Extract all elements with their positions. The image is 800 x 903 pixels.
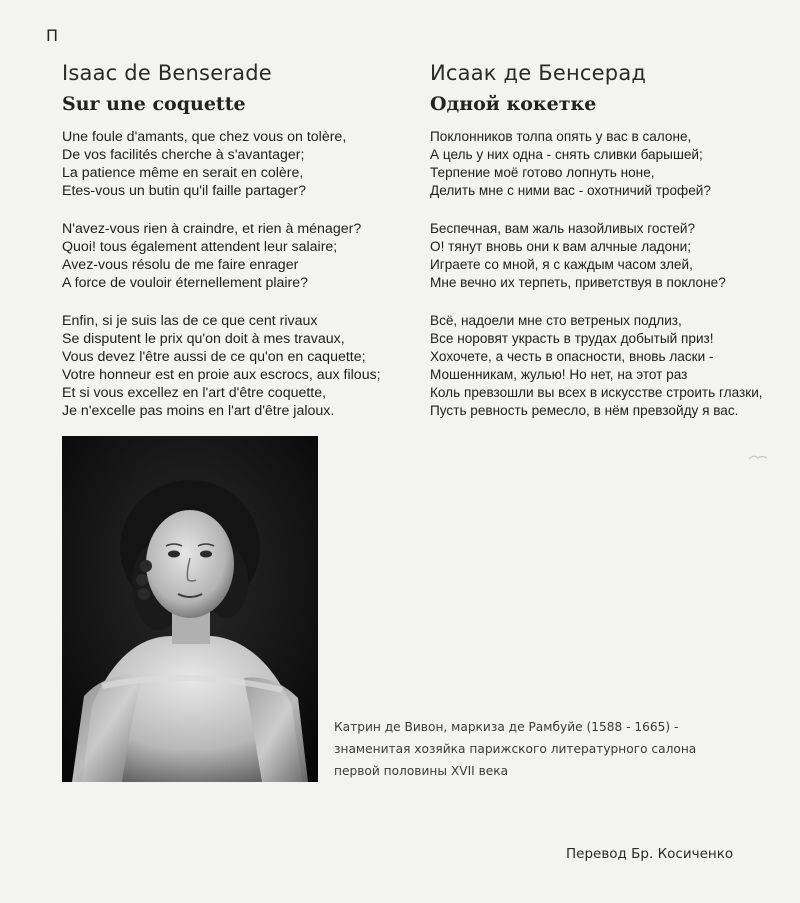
poem-line: О! тянут вновь они к вам алчные ладони;: [430, 239, 692, 254]
poem-line: А цель у них одна - снять сливки барышей;: [430, 147, 703, 162]
poem-line: Пусть ревность ремесло, в нём превзойду я вас.: [430, 403, 739, 418]
translated-poem: [430, 56, 790, 440]
portrait-caption: [334, 716, 754, 782]
poem-line: Avez-vous résolu de me faire enrager: [62, 257, 299, 273]
poem-line: Enfin, si je suis las de ce que cent rivaux: [62, 313, 318, 329]
poem-line: Коль превзошли вы всех в искусстве строить глазки,: [430, 385, 763, 400]
poem-line: La patience même en serait en colère,: [62, 165, 304, 181]
original-title: Sur une coquette: [62, 93, 246, 115]
poem-line: Une foule d'amants, que chez vous on tolère,: [62, 129, 347, 145]
translation-stanza-1: [430, 128, 790, 200]
poem-line: Et si vous excellez en l'art d'être coquette,: [62, 385, 327, 401]
poem-line: Всё, надоели мне сто ветреных подлиз,: [430, 313, 682, 328]
poem-line: A force de vouloir éternellement plaire?: [62, 275, 309, 291]
poem-line: Играете со мной, я с каждым часом злей,: [430, 257, 693, 272]
original-author: Isaac de Benserade: [62, 61, 272, 85]
poem-line: Мошенникам, жулью! Но нет, на этот раз: [430, 367, 688, 382]
poem-line: Терпение моё готово лопнуть ноне,: [430, 165, 655, 180]
translation-title: Одной кокетке: [430, 93, 597, 115]
translation-author: Исаак де Бенсерад: [430, 61, 647, 85]
caption-line-3: первой половины XVII века: [334, 764, 509, 778]
translation-stanza-2: [430, 220, 790, 292]
poem-line: Делить мне с ними вас - охотничий трофей?: [430, 183, 711, 198]
poem-line: Хохочете, а честь в опасности, вновь ласки -: [430, 349, 714, 364]
portrait-illustration: [62, 436, 318, 782]
page-marker: П: [46, 26, 59, 45]
translator-credit: Перевод Бр. Косиченко: [566, 846, 734, 862]
pencil-smudge: [748, 452, 768, 462]
original-stanza-2: [62, 220, 402, 292]
poem-line: Vous devez l'être aussi de ce qu'on en caquette;: [62, 349, 366, 365]
poem-line: Quoi! tous également attendent leur salaire;: [62, 239, 338, 255]
translation-stanza-3: [430, 312, 790, 420]
poem-line: Etes-vous un butin qu'il faille partager?: [62, 183, 307, 199]
poem-line: De vos facilités cherche à s'avantager;: [62, 147, 305, 163]
poem-line: Все норовят украсть в трудах добытый приз!: [430, 331, 714, 346]
portrait-image: [62, 436, 318, 782]
caption-line-2: знаменитая хозяйка парижского литературного салона: [334, 742, 697, 756]
poem-line: Votre honneur est en proie aux escrocs, aux filous;: [62, 367, 381, 383]
poem-line: N'avez-vous rien à craindre, et rien à ménager?: [62, 221, 362, 237]
poem-line: Беспечная, вам жаль назойливых гостей?: [430, 221, 696, 236]
poem-line: Se disputent le prix qu'on doit à mes travaux,: [62, 331, 345, 347]
poem-line: Поклонников толпа опять у вас в салоне,: [430, 129, 692, 144]
original-stanza-3: [62, 312, 402, 420]
original-poem: [62, 56, 402, 440]
poem-line: Мне вечно их терпеть, приветствуя в поклоне?: [430, 275, 726, 290]
poem-line: Je n'excelle pas moins en l'art d'être jaloux.: [62, 403, 335, 419]
original-stanza-1: [62, 128, 402, 200]
caption-line-1: Катрин де Вивон, маркиза де Рамбуйе (1588 - 1665) -: [334, 720, 679, 734]
